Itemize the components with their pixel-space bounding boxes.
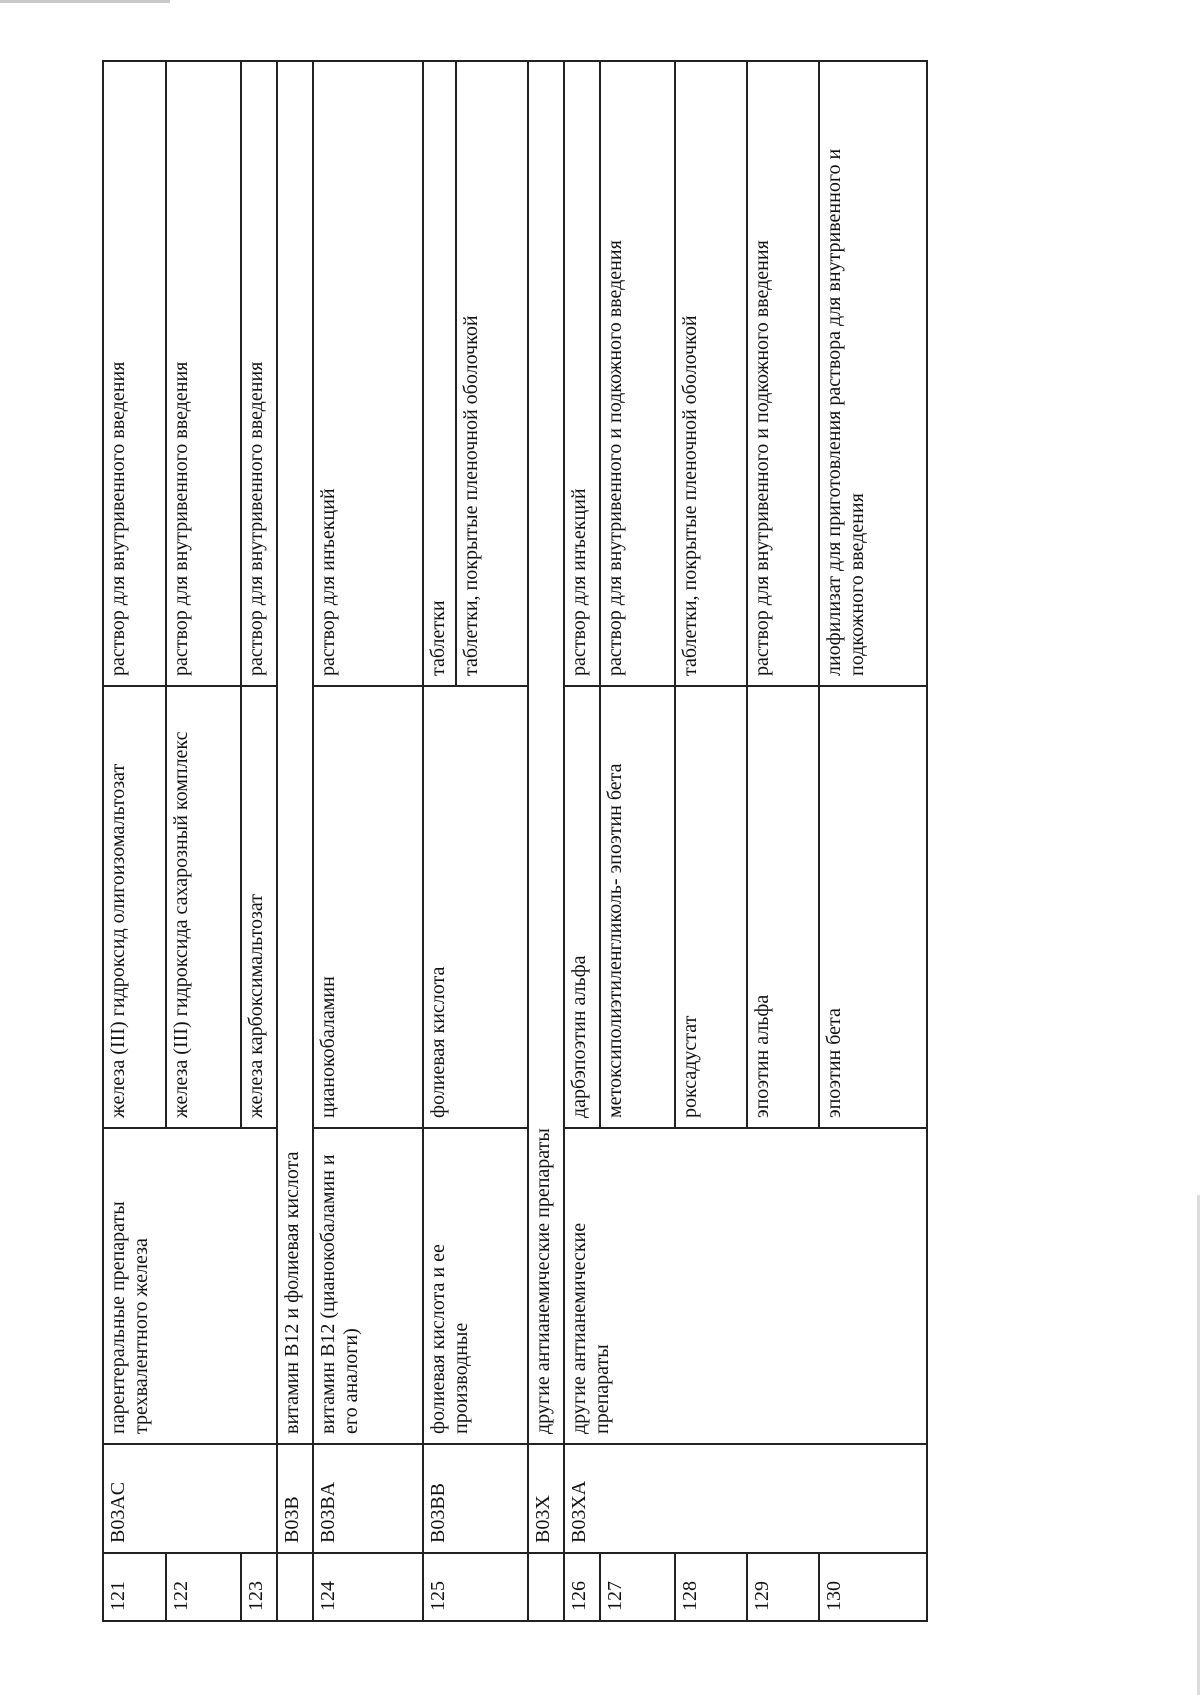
dosage-form: таблетки xyxy=(423,61,456,686)
rotated-table-wrapper xyxy=(102,62,997,1622)
dosage-form: раствор для инъекций xyxy=(313,61,423,686)
atc-code: B03AC xyxy=(103,1444,277,1553)
atc-code: B03BA xyxy=(313,1444,423,1553)
inn-name: эпоэтин альфа xyxy=(747,686,819,1128)
drug-table xyxy=(102,60,928,1622)
inn-name: железа (III) гидроксид олигоизомальтозат xyxy=(103,686,166,1128)
row-number: 125 xyxy=(423,1553,528,1621)
table-row xyxy=(528,61,564,1621)
dosage-form: таблетки, покрытые пленочной оболочкой xyxy=(675,61,747,686)
inn-name: железа карбоксимальтозат xyxy=(241,686,277,1128)
dosage-form: раствор для внутривенного и подкожного введения xyxy=(600,61,675,686)
row-number: 129 xyxy=(747,1553,819,1621)
group-name: фолиевая кислота и ее производные xyxy=(423,1128,528,1444)
inn-name: дарбэпоэтин альфа xyxy=(564,686,600,1128)
dosage-form: раствор для внутривенного введения xyxy=(103,61,166,686)
table-row xyxy=(564,61,600,1621)
atc-code: B03B xyxy=(277,1444,313,1553)
inn-name: роксадустат xyxy=(675,686,747,1128)
inn-name: фолиевая кислота xyxy=(423,686,528,1128)
dosage-form: лиофилизат для приготовления раствора для внутривенного и подкожного введения xyxy=(819,61,927,686)
table-row xyxy=(423,61,456,1621)
dosage-form: раствор для внутривенного введения xyxy=(241,61,277,686)
row-number xyxy=(528,1553,564,1621)
scan-edge-mark xyxy=(0,0,170,3)
dosage-form: раствор для внутривенного введения xyxy=(166,61,241,686)
group-name: витамин B12 и фолиевая кислота xyxy=(277,61,313,1444)
inn-name: цианокобаламин xyxy=(313,686,423,1128)
row-number: 122 xyxy=(166,1553,241,1621)
row-number: 127 xyxy=(600,1553,675,1621)
group-name: витамин B12 (цианокобаламин и его аналоги) xyxy=(313,1128,423,1444)
row-number: 121 xyxy=(103,1553,166,1621)
dosage-form: раствор для внутривенного и подкожного введения xyxy=(747,61,819,686)
row-number xyxy=(277,1553,313,1621)
table-row xyxy=(277,61,313,1621)
inn-name: эпоэтин бета xyxy=(819,686,927,1128)
group-name: другие антианемические препараты xyxy=(528,61,564,1444)
atc-code: B03X xyxy=(528,1444,564,1553)
dosage-form: раствор для инъекций xyxy=(564,61,600,686)
row-number: 124 xyxy=(313,1553,423,1621)
dosage-form: таблетки, покрытые пленочной оболочкой xyxy=(456,61,528,686)
row-number: 123 xyxy=(241,1553,277,1621)
table-row xyxy=(313,61,423,1621)
atc-code: B03XA xyxy=(564,1444,927,1553)
table-row xyxy=(103,61,166,1621)
row-number: 128 xyxy=(675,1553,747,1621)
atc-code: B03BB xyxy=(423,1444,528,1553)
group-name: другие антианемические препараты xyxy=(564,1128,927,1444)
row-number: 130 xyxy=(819,1553,927,1621)
group-name: парентеральные препараты трехвалентного железа xyxy=(103,1128,277,1444)
inn-name: метоксиполиэтиленгликоль- эпоэтин бета xyxy=(600,686,675,1128)
inn-name: железа (III) гидроксида сахарозный комплекс xyxy=(166,686,241,1128)
row-number: 126 xyxy=(564,1553,600,1621)
